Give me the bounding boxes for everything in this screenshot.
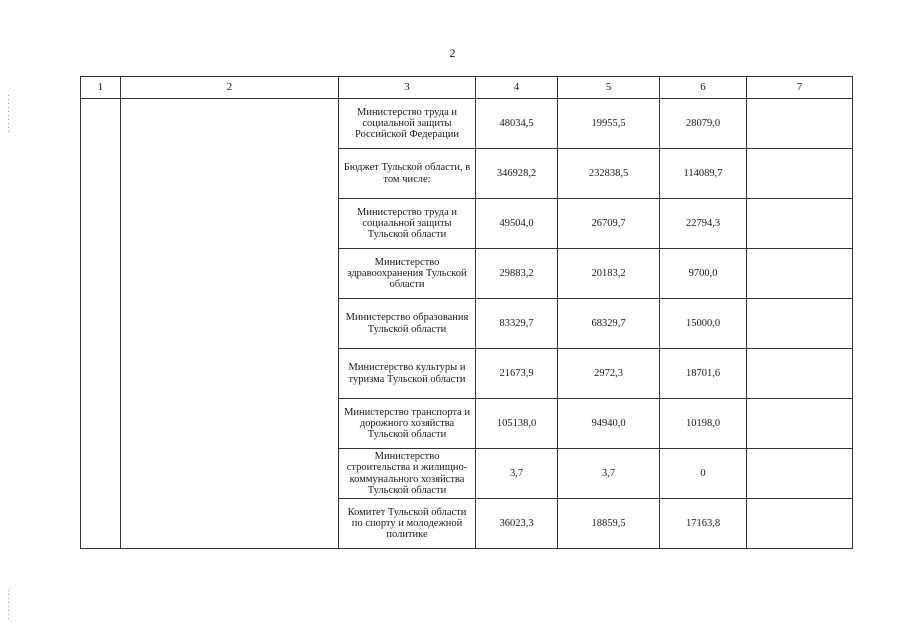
value-cell-col4: 105138,0 xyxy=(476,399,558,449)
funding-source-cell: Комитет Тульской области по спорту и молодежной политике xyxy=(339,499,476,549)
value-cell-col6: 9700,0 xyxy=(660,249,747,299)
value-cell-col5: 18859,5 xyxy=(558,499,660,549)
value-cell-col6: 22794,3 xyxy=(660,199,747,249)
value-cell-col6: 0 xyxy=(660,449,747,499)
funding-source-cell: Министерство труда и социальной защиты Тульской области xyxy=(339,199,476,249)
header-cell-6: 6 xyxy=(660,77,747,99)
value-cell-col7 xyxy=(747,399,853,449)
header-cell-7: 7 xyxy=(747,77,853,99)
value-cell-col6: 10198,0 xyxy=(660,399,747,449)
value-cell-col5: 3,7 xyxy=(558,449,660,499)
funding-source-cell: Министерство культуры и туризма Тульской области xyxy=(339,349,476,399)
merged-cell-col1 xyxy=(81,99,121,549)
value-cell-col4: 36023,3 xyxy=(476,499,558,549)
value-cell-col6: 28079,0 xyxy=(660,99,747,149)
value-cell-col7 xyxy=(747,349,853,399)
value-cell-col5: 26709,7 xyxy=(558,199,660,249)
scan-edge-mark-top xyxy=(8,95,9,135)
value-cell-col7 xyxy=(747,199,853,249)
page-number: 2 xyxy=(449,46,456,60)
funding-source-cell: Министерство транспорта и дорожного хозяйства Тульской области xyxy=(339,399,476,449)
budget-table xyxy=(80,76,853,549)
value-cell-col5: 19955,5 xyxy=(558,99,660,149)
value-cell-col4: 83329,7 xyxy=(476,299,558,349)
value-cell-col6: 114089,7 xyxy=(660,149,747,199)
value-cell-col7 xyxy=(747,149,853,199)
value-cell-col7 xyxy=(747,449,853,499)
value-cell-col7 xyxy=(747,99,853,149)
value-cell-col7 xyxy=(747,249,853,299)
value-cell-col4: 21673,9 xyxy=(476,349,558,399)
funding-source-cell: Министерство труда и социальной защиты Российской Федерации xyxy=(339,99,476,149)
funding-source-cell: Министерство строительства и жилищно-коммунального хозяйства Тульской области xyxy=(339,449,476,499)
value-cell-col5: 68329,7 xyxy=(558,299,660,349)
header-cell-4: 4 xyxy=(476,77,558,99)
header-row xyxy=(81,77,853,99)
value-cell-col7 xyxy=(747,499,853,549)
value-cell-col4: 48034,5 xyxy=(476,99,558,149)
funding-source-cell: Министерство здравоохранения Тульской области xyxy=(339,249,476,299)
funding-source-cell: Бюджет Тульской области, в том числе: xyxy=(339,149,476,199)
value-cell-col6: 15000,0 xyxy=(660,299,747,349)
header-cell-5: 5 xyxy=(558,77,660,99)
value-cell-col4: 346928,2 xyxy=(476,149,558,199)
funding-source-cell: Министерство образования Тульской области xyxy=(339,299,476,349)
value-cell-col5: 94940,0 xyxy=(558,399,660,449)
value-cell-col7 xyxy=(747,299,853,349)
merged-cell-col2 xyxy=(121,99,339,549)
value-cell-col6: 17163,8 xyxy=(660,499,747,549)
table-row xyxy=(81,99,853,149)
value-cell-col4: 49504,0 xyxy=(476,199,558,249)
value-cell-col4: 29883,2 xyxy=(476,249,558,299)
scan-edge-mark-bottom xyxy=(8,590,9,620)
header-cell-1: 1 xyxy=(81,77,121,99)
value-cell-col5: 232838,5 xyxy=(558,149,660,199)
value-cell-col5: 20183,2 xyxy=(558,249,660,299)
value-cell-col5: 2972,3 xyxy=(558,349,660,399)
header-cell-2: 2 xyxy=(121,77,339,99)
value-cell-col6: 18701,6 xyxy=(660,349,747,399)
value-cell-col4: 3,7 xyxy=(476,449,558,499)
header-cell-3: 3 xyxy=(339,77,476,99)
